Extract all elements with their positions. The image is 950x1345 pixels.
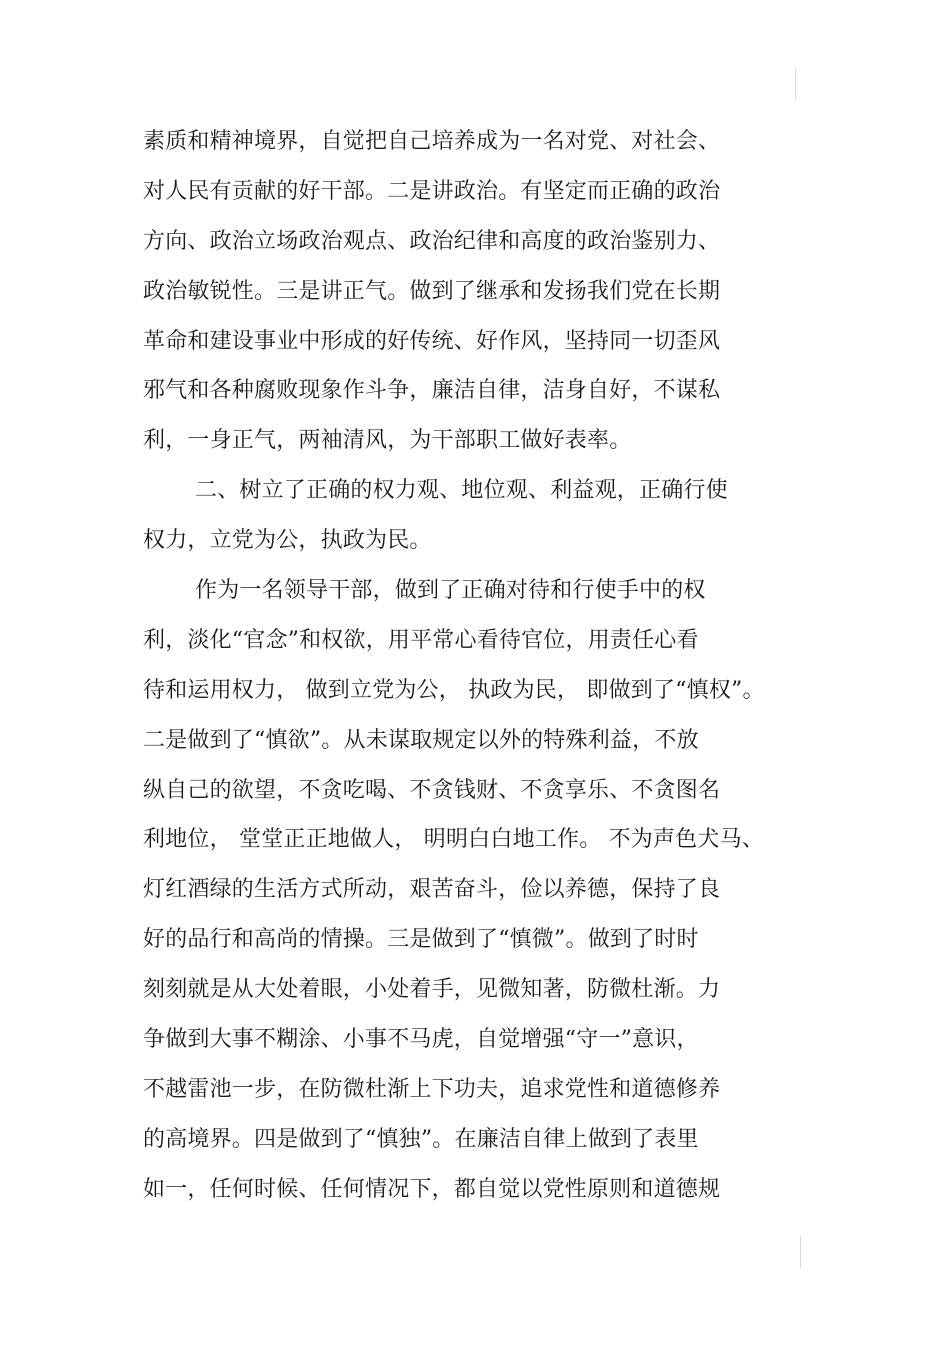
bottom-margin-mark [800, 1236, 801, 1268]
text-line: 纵自己的欲望，不贪吃喝、不贪钱财、不贪享乐、不贪图名 [143, 777, 721, 803]
paragraph-start: 作为一名领导干部，做到了正确对待和行使手中的权 [195, 578, 706, 604]
text-line: 刻刻就是从大处着眼，小处着手，见微知著，防微杜渐。力 [143, 977, 721, 1003]
text-line: 利地位， 堂堂正正地做人， 明明白白地工作。 不为声色犬马、 [143, 827, 764, 853]
text-line: 利，淡化“官念”和权欲，用平常心看待官位，用责任心看 [143, 627, 699, 653]
text-line: 革命和建设事业中形成的好传统、好作风，坚持同一切歪风 [143, 328, 721, 354]
text-line: 待和运用权力， 做到立党为公， 执政为民， 即做到了“慎权”。 [143, 677, 765, 703]
text-line: 政治敏锐性。三是讲正气。做到了继承和发扬我们党在长期 [143, 278, 721, 304]
text-line: 对人民有贡献的好干部。二是讲政治。有坚定而正确的政治 [143, 178, 721, 204]
text-line: 素质和精神境界，自觉把自己培养成为一名对党、对社会、 [143, 129, 721, 154]
text-line: 争做到大事不糊涂、小事不马虎，自觉增强“守一”意识， [143, 1027, 699, 1053]
text-line: 好的品行和高尚的情操。三是做到了“慎微”。做到了时时 [143, 927, 699, 953]
body-text [143, 117, 843, 1215]
section-heading: 二、树立了正确的权力观、地位观、利益观，正确行使 [195, 478, 728, 504]
text-line: 二是做到了“慎欲”。从未谋取规定以外的特殊利益，不放 [143, 727, 699, 753]
top-margin-mark [795, 68, 796, 100]
text-line: 不越雷池一步，在防微杜渐上下功夫，追求党性和道德修养 [143, 1076, 721, 1102]
text-line: 权力，立党为公，执政为民。 [143, 528, 432, 554]
text-line: 邪气和各种腐败现象作斗争，廉洁自律，洁身自好，不谋私 [143, 378, 721, 404]
text-line: 如一，任何时候、任何情况下，都自觉以党性原则和道德规 [143, 1176, 721, 1202]
text-line: 方向、政治立场政治观点、政治纪律和高度的政治鉴别力、 [143, 228, 721, 254]
text-line: 的高境界。四是做到了“慎独”。在廉洁自律上做到了表里 [143, 1126, 699, 1152]
text-line: 利，一身正气，两袖清风，为干部职工做好表率。 [143, 428, 632, 454]
text-line: 灯红酒绿的生活方式所动，艰苦奋斗，俭以养德，保持了良 [143, 877, 721, 903]
